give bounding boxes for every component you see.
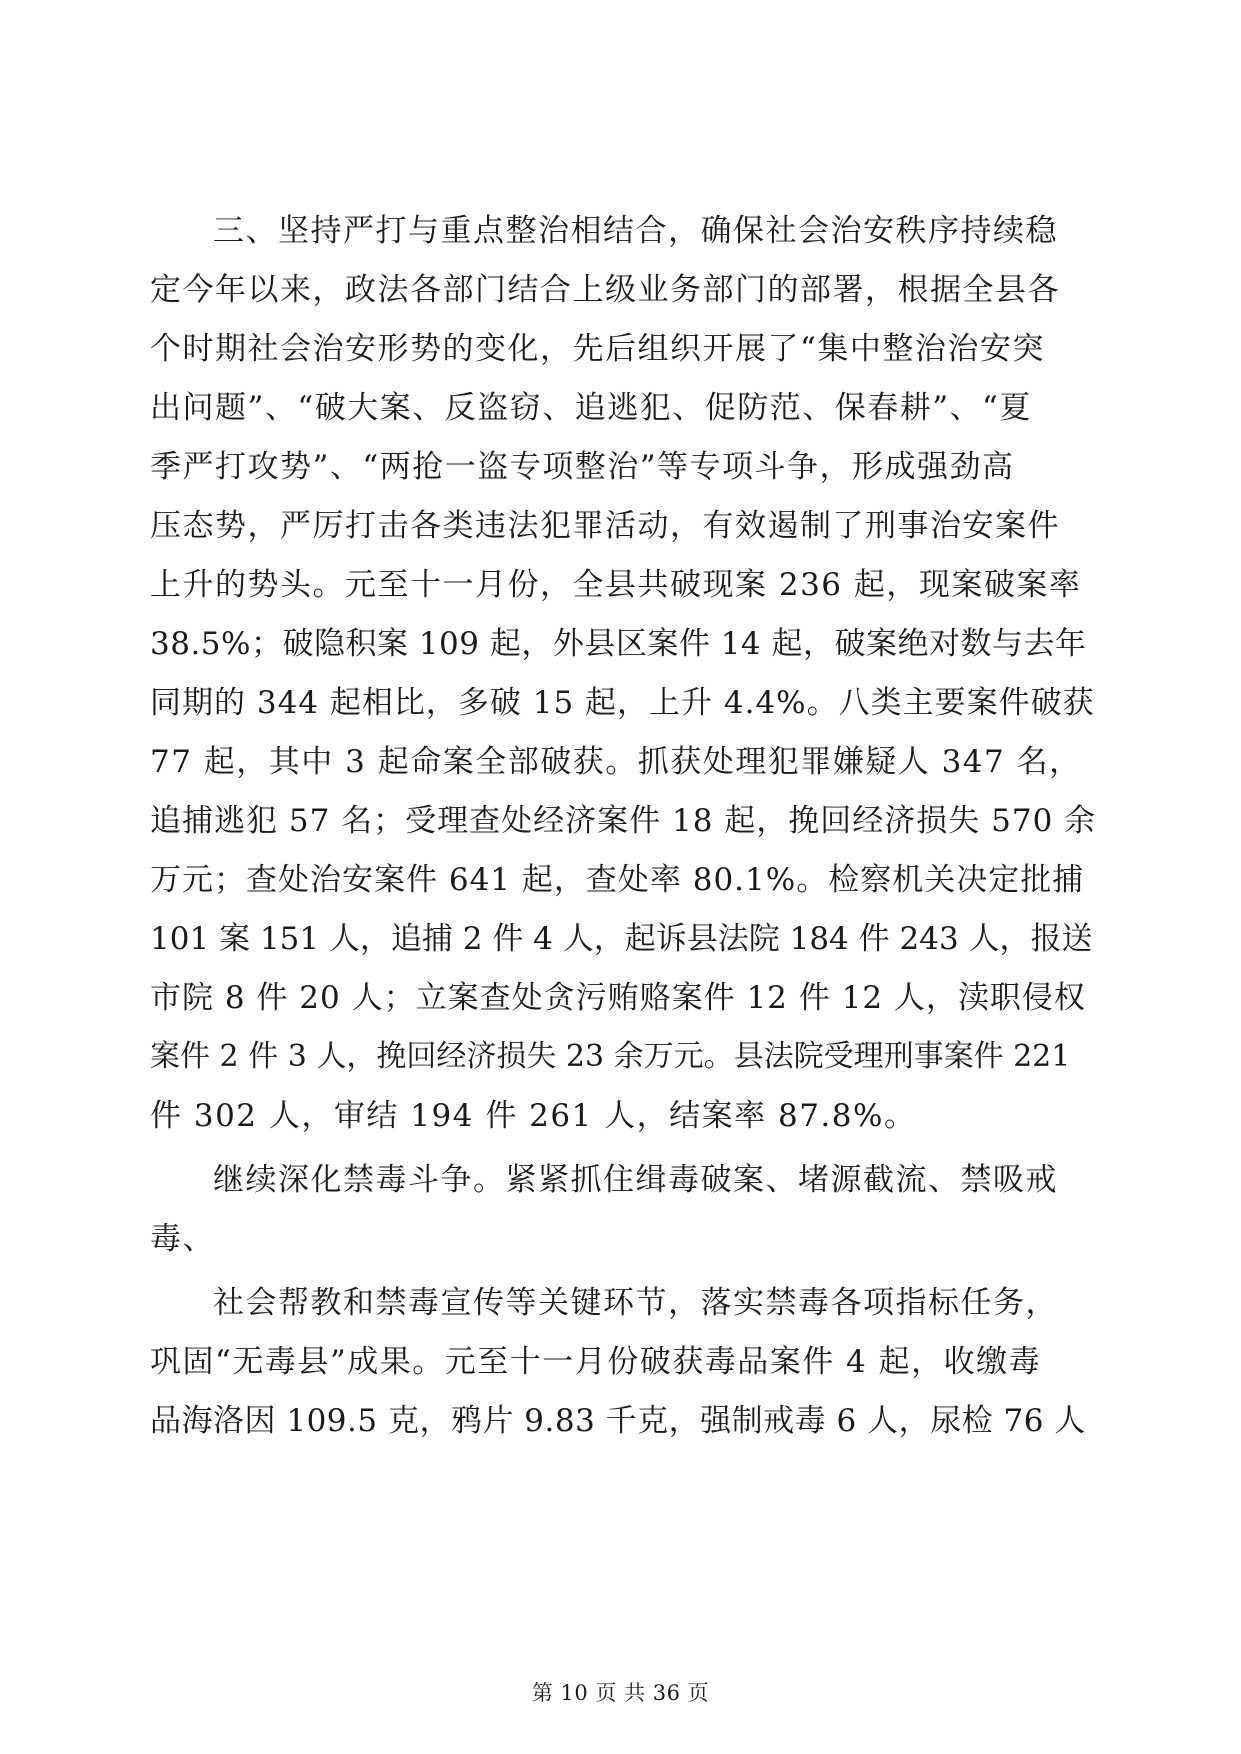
paragraph-3-line-1: 社会帮教和禁毒宣传等关键环节，落实禁毒各项指标任务， [213,1285,1058,1321]
paragraph-1-line-2: 定今年以来，政法各部门结合上级业务部门的部署，根据全县各 [150,272,1060,308]
paragraph-1-line-5: 季严打攻势”、“两抢一盗专项整治”等专项斗争，形成强劲高 [150,449,1015,485]
paragraph-1-line-9: 同期的 344 起相比，多破 15 起，上升 4.4%。八类主要案件破获 [150,685,1095,721]
paragraph-1-line-3: 个时期社会治安形势的变化，先后组织开展了“集中整治治安突 [150,331,1045,367]
paragraph-3-line-2: 巩固“无毒县”成果。元至十一月份破获毒品案件 4 起，收缴毒 [150,1344,1042,1380]
paragraph-1-line-8: 38.5%；破隐积案 109 起，外县区案件 14 起，破案绝对数与去年 [150,626,1087,662]
paragraph-3-line-3: 品海洛因 109.5 克，鸦片 9.83 千克，强制戒毒 6 人，尿检 76 人 [150,1403,1086,1439]
page-number-footer: 第 10 页 共 36 页 [531,1681,710,1705]
paragraph-1-line-4: 出问题”、“破大案、反盗窃、追逃犯、促防范、保春耕”、“夏 [150,390,1032,426]
paragraph-1-line-1: 三、坚持严打与重点整治相结合，确保社会治安秩序持续稳 [213,213,1058,249]
paragraph-1-line-15: 案件 2 件 3 人，挽回经济损失 23 余万元。县法院受理刑事案件 221 [150,1039,1071,1074]
paragraph-1-line-12: 万元；查处治安案件 641 起，查处率 80.1%。检察机关决定批捕 [150,862,1085,898]
paragraph-1-line-14: 市院 8 件 20 人；立案查处贪污贿赂案件 12 件 12 人，渎职侵权 [150,980,1086,1016]
paragraph-2-line-2: 毒、 [150,1221,215,1257]
paragraph-1-line-16: 件 302 人，审结 194 件 261 人，结案率 87.8%。 [150,1098,917,1134]
paragraph-1-line-7: 上升的势头。元至十一月份，全县共破现案 236 起，现案破案率 [150,567,1082,603]
paragraph-2-line-1: 继续深化禁毒斗争。紧紧抓住缉毒破案、堵源截流、禁吸戒 [213,1162,1058,1198]
paragraph-1-line-10: 77 起，其中 3 起命案全部破获。抓获处理犯罪嫌疑人 347 名， [150,744,1082,780]
paragraph-1-line-13: 101 案 151 人，追捕 2 件 4 人，起诉县法院 184 件 243 人，报送 [150,921,1093,957]
paragraph-1-line-11: 追捕逃犯 57 名；受理查处经济案件 18 起，挽回经济损失 570 余 [150,803,1097,839]
paragraph-1-line-6: 压态势，严厉打击各类违法犯罪活动，有效遏制了刑事治安案件 [150,508,1060,544]
